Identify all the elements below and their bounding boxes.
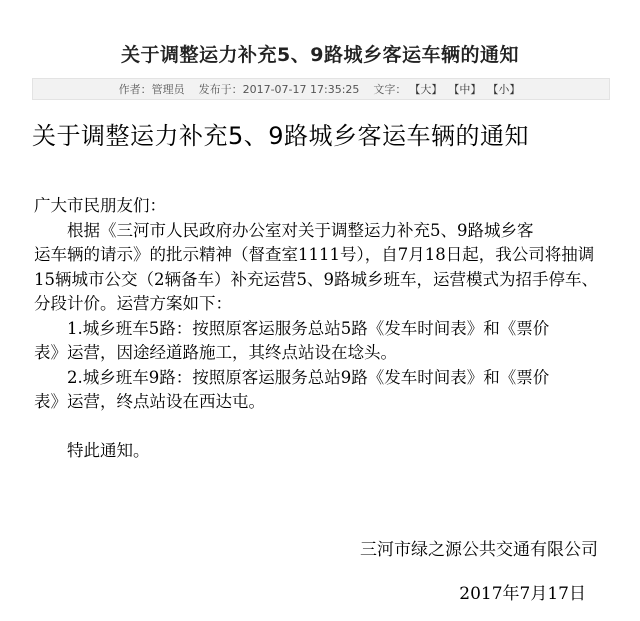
font-large-link[interactable]: 【大】 — [409, 83, 443, 96]
article-heading: 关于调整运力补充5、9路城乡客运车辆的通知 — [32, 122, 530, 150]
article-meta-bar — [32, 78, 610, 100]
signature-date: 2017年7月17日 — [459, 584, 586, 604]
font-size-label: 文字： — [373, 83, 407, 96]
author-label: 作者： — [118, 83, 152, 96]
font-medium-link[interactable]: 【中】 — [448, 83, 482, 96]
item-2-line-1: 2.城乡班车9路：按照原客运服务总站9路《发车时间表》和《票价 — [67, 367, 550, 387]
paragraph-1-continued: 运车辆的请示》的批示精神（督查室1111号），自7月18日起，我公司将抽调15辆城市公交（2辆备车）补充运营5、9路城乡班车，运营模式为招手停车、分段计价。运营方案如下： — [34, 245, 598, 313]
published-timestamp: 2017-07-17 17:35:25 — [242, 82, 360, 96]
article-body — [34, 194, 604, 463]
author-name: 管理员 — [151, 83, 185, 96]
font-small-link[interactable]: 【小】 — [487, 83, 521, 96]
item-1-continued: 表》运营，因途经道路施工，其终点站设在埝头。 — [34, 343, 397, 362]
page-title: 关于调整运力补充5、9路城乡客运车辆的通知 — [121, 44, 519, 66]
signature: 三河市绿之源公共交通有限公司 — [360, 540, 598, 560]
closing-line: 特此通知。 — [67, 440, 150, 460]
article-content — [32, 112, 610, 612]
greeting: 广大市民朋友们： — [34, 196, 166, 215]
item-1-line-1: 1.城乡班车5路：按照原客运服务总站5路《发车时间表》和《票价 — [67, 318, 550, 338]
published-label: 发布于： — [198, 83, 243, 96]
paragraph-1-line-1: 根据《三河市人民政府办公室对关于调整运力补充5、9路城乡客 — [67, 220, 534, 240]
item-2-continued: 表》运营，终点站设在西达屯。 — [34, 392, 265, 411]
